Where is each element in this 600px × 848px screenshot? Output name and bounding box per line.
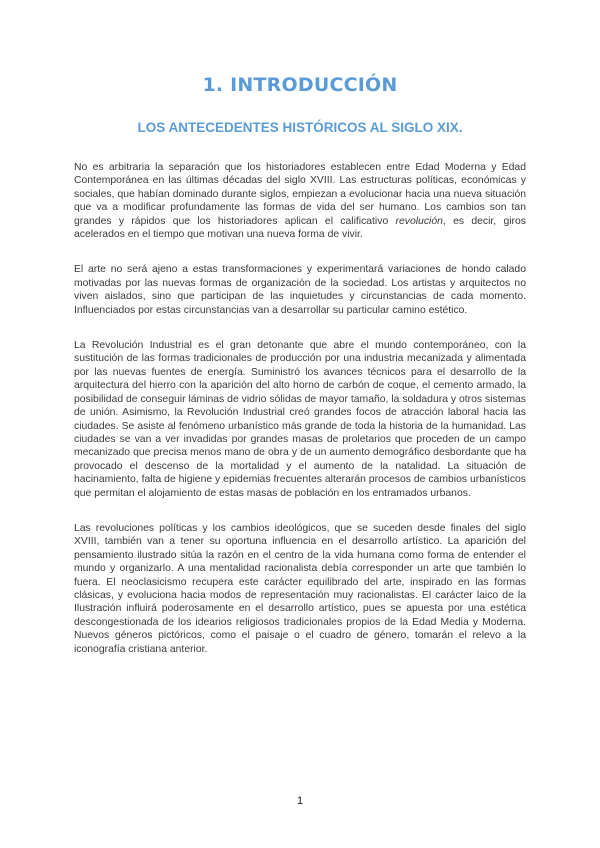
italic-term: revolución <box>395 215 443 227</box>
paragraph: La Revolución Industrial es el gran detonante que abre el mundo contemporáneo, con la sustitución de las formas tradicionales de producción por una industria mecanizada y alimentada por las nuevas fuentes de energía. Suministró los avances técnicos para el desarrollo de la arquitectura del hierro con la aparición del alto horno de carbón de coque, el cemento armado, la posibilidad de conseguir láminas de vidrio sólidas de mayor tamaño, la soldadura y otros sistemas de unión. Asimismo, la Revolución Industrial creó grandes focos de atracción laboral hacia las ciudades. Se asiste al fenómeno urbanístico más grande de toda la historia de la humanidad. Las ciudades se van a ver invadidas por grandes masas de proletarios que proceden de un campo mecanizado que precisa menos mano de obra y de un aumento demográfico desbordante que ha provocado el descenso de la mortalidad y el aumento de la natalidad. La situación de hacinamiento, falta de higiene y epidemias frecuentes alterarán procesos de cambios urbanísticos que permitan el alojamiento de estas masas de población en los entramados urbanos. <box>74 340 526 499</box>
paragraph-text: No es arbitraria la separación que los historiadores establecen entre Edad Moderna y Edad Contemporánea en las últimas décadas del siglo XVIII. Las estructuras políticas, económicas y sociales, que habían dominado durante siglos, empiezan a evolucionar hacia una nueva situación que va a modificar profundamente las formas de vida del ser humano. Los cambios son tan grandes y rápidos que los historiadores aplican el calificativo <box>74 162 526 227</box>
body-text <box>74 161 526 678</box>
page-number: 1 <box>296 795 304 807</box>
section-title: 1. INTRODUCCIÓN <box>202 74 398 96</box>
section-subtitle: LOS ANTECEDENTES HISTÓRICOS AL SIGLO XIX. <box>137 120 463 135</box>
paragraph-text: , es decir, giros acelerados en el tiempo que motivan una nueva forma de vivir. <box>74 215 526 241</box>
paragraph: Las revoluciones políticas y los cambios ideológicos, que se suceden desde finales del siglo XVIII, también van a tener su oportuna influencia en el desarrollo artístico. La aparición del pensamiento ilustrado sitúa la razón en el centro de la vida humana como forma de entender el mundo y organizarlo. A una mentalidad racionalista debía corresponder un arte que también lo fuera. El neoclasicismo recupera este carácter equilibrado del arte, inspirado en las formas clásicas, y evoluciona hacia modos de representación muy racionalistas. El carácter laico de la Ilustración influirá poderosamente en el desarrollo artístico, pues se apuesta por una estética descongestionada de los idearios religiosos tradicionales propios de la Edad Media y Moderna. Nuevos géneros pictóricos, como el paisaje o el cuadro de género, tomarán el relevo a la iconografía cristiana anterior. <box>74 522 526 655</box>
paragraph <box>74 161 526 241</box>
paragraph: El arte no será ajeno a estas transformaciones y experimentará variaciones de hondo calado motivadas por las nuevas formas de organización de la sociedad. Los artistas y arquitectos no viven aislados, sino que participan de las inquietudes y circunstancias de cada momento. Influenciados por estas circunstancias van a desarrollar su particular camino estético. <box>74 264 526 316</box>
